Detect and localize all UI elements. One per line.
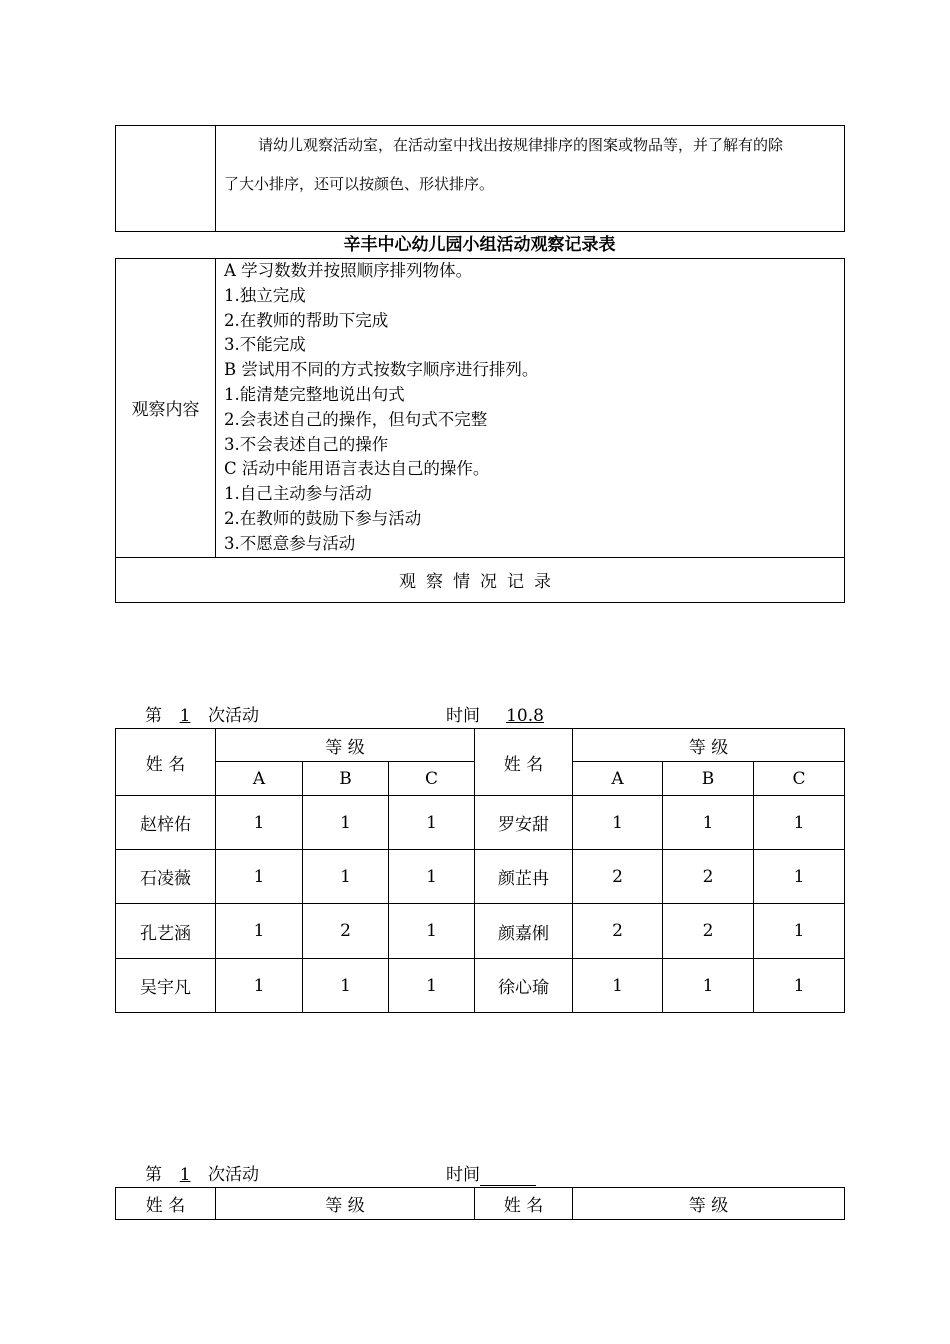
session1-time bbox=[446, 705, 570, 727]
grade-cell: 1 bbox=[216, 959, 303, 1013]
name-header: 姓 名 bbox=[475, 729, 573, 796]
session1-number: 1 bbox=[179, 706, 191, 726]
session2-time-value bbox=[480, 1165, 536, 1186]
grade-cell: 1 bbox=[303, 796, 389, 850]
student-name: 罗安甜 bbox=[475, 796, 573, 850]
grade-cell: 1 bbox=[754, 904, 845, 959]
grade-a-header: A bbox=[573, 762, 663, 796]
name-header: 姓 名 bbox=[116, 1188, 216, 1220]
session2-grade-table bbox=[115, 1187, 845, 1220]
observation-item: 1.能清楚完整地说出句式 bbox=[224, 384, 405, 404]
student-name: 颜嘉俐 bbox=[475, 904, 573, 959]
student-name: 孔艺涵 bbox=[116, 904, 216, 959]
grade-cell: 1 bbox=[303, 959, 389, 1013]
session2-time-label: 时间 bbox=[446, 1165, 480, 1185]
note-line-2: 了大小排序，还可以按颜色、形状排序。 bbox=[224, 175, 495, 193]
grade-cell: 1 bbox=[389, 959, 475, 1013]
observation-item: 2.会表述自己的操作，但句式不完整 bbox=[224, 409, 488, 429]
name-header: 姓 名 bbox=[475, 1188, 573, 1220]
session2-prefix: 第 bbox=[145, 1165, 162, 1185]
grade-cell: 2 bbox=[573, 850, 663, 904]
name-header: 姓 名 bbox=[116, 729, 216, 796]
table-row bbox=[116, 850, 845, 904]
activity-note bbox=[216, 126, 845, 232]
observation-item: 1.独立完成 bbox=[224, 285, 306, 305]
grade-cell: 1 bbox=[216, 796, 303, 850]
session1-line bbox=[145, 705, 259, 727]
observation-items bbox=[216, 259, 845, 558]
observation-item: 3.不会表述自己的操作 bbox=[224, 434, 389, 454]
grade-cell: 1 bbox=[389, 796, 475, 850]
observation-item: 2.在教师的帮助下完成 bbox=[224, 310, 389, 330]
session1-grade-table bbox=[115, 728, 845, 1013]
observation-item: C 活动中能用语言表达自己的操作。 bbox=[224, 459, 490, 479]
student-name: 徐心瑜 bbox=[475, 959, 573, 1013]
grade-header: 等 级 bbox=[216, 729, 475, 762]
observation-label: 观察内容 bbox=[116, 259, 216, 558]
grade-b-header: B bbox=[663, 762, 754, 796]
grade-c-header: C bbox=[754, 762, 845, 796]
grade-cell: 1 bbox=[389, 904, 475, 959]
observation-item: 1.自己主动参与活动 bbox=[224, 484, 372, 504]
student-name: 石凌薇 bbox=[116, 850, 216, 904]
grade-cell: 2 bbox=[303, 904, 389, 959]
table-row bbox=[116, 796, 845, 850]
grade-cell: 1 bbox=[754, 796, 845, 850]
grade-header: 等 级 bbox=[573, 1188, 845, 1220]
grade-header: 等 级 bbox=[216, 1188, 475, 1220]
session2-time bbox=[446, 1164, 536, 1186]
grade-cell: 1 bbox=[216, 850, 303, 904]
grade-cell: 1 bbox=[573, 959, 663, 1013]
session1-suffix: 次活动 bbox=[208, 706, 259, 726]
session2-suffix: 次活动 bbox=[208, 1165, 259, 1185]
grade-b-header: B bbox=[303, 762, 389, 796]
grade-c-header: C bbox=[389, 762, 475, 796]
grade-cell: 1 bbox=[663, 796, 754, 850]
page-title: 辛丰中心幼儿园小组活动观察记录表 bbox=[343, 235, 616, 255]
session1-time-label: 时间 bbox=[446, 706, 480, 726]
student-name: 颜芷冉 bbox=[475, 850, 573, 904]
session1-time-value: 10.8 bbox=[506, 706, 544, 726]
note-line-1: 请幼儿观察活动室，在活动室中找出按规律排序的图案或物品等，并了解有的除 bbox=[258, 136, 784, 154]
observation-table bbox=[115, 258, 845, 603]
student-name: 吴宇凡 bbox=[116, 959, 216, 1013]
student-name: 赵梓佑 bbox=[116, 796, 216, 850]
record-heading: 观察情况记录 bbox=[116, 557, 845, 602]
grade-cell: 1 bbox=[303, 850, 389, 904]
observation-item: 3.不愿意参与活动 bbox=[224, 533, 356, 553]
grade-cell: 1 bbox=[573, 796, 663, 850]
grade-cell: 1 bbox=[389, 850, 475, 904]
grade-cell: 1 bbox=[663, 959, 754, 1013]
grade-header: 等 级 bbox=[573, 729, 845, 762]
grade-cell: 2 bbox=[663, 904, 754, 959]
note-empty-cell bbox=[116, 126, 216, 232]
grade-cell: 1 bbox=[216, 904, 303, 959]
session2-number: 1 bbox=[179, 1165, 191, 1185]
activity-note-table bbox=[115, 125, 845, 232]
grade-cell: 2 bbox=[573, 904, 663, 959]
table-row bbox=[116, 959, 845, 1013]
session1-prefix: 第 bbox=[145, 706, 162, 726]
grade-cell: 1 bbox=[754, 850, 845, 904]
grade-cell: 2 bbox=[663, 850, 754, 904]
observation-item: 2.在教师的鼓励下参与活动 bbox=[224, 508, 422, 528]
observation-item: A 学习数数并按照顺序排列物体。 bbox=[224, 261, 473, 280]
session2-line bbox=[145, 1164, 259, 1186]
grade-a-header: A bbox=[216, 762, 303, 796]
grade-cell: 1 bbox=[754, 959, 845, 1013]
observation-item: B 尝试用不同的方式按数字顺序进行排列。 bbox=[224, 360, 539, 380]
observation-item: 3.不能完成 bbox=[224, 335, 306, 355]
table-row bbox=[116, 904, 845, 959]
